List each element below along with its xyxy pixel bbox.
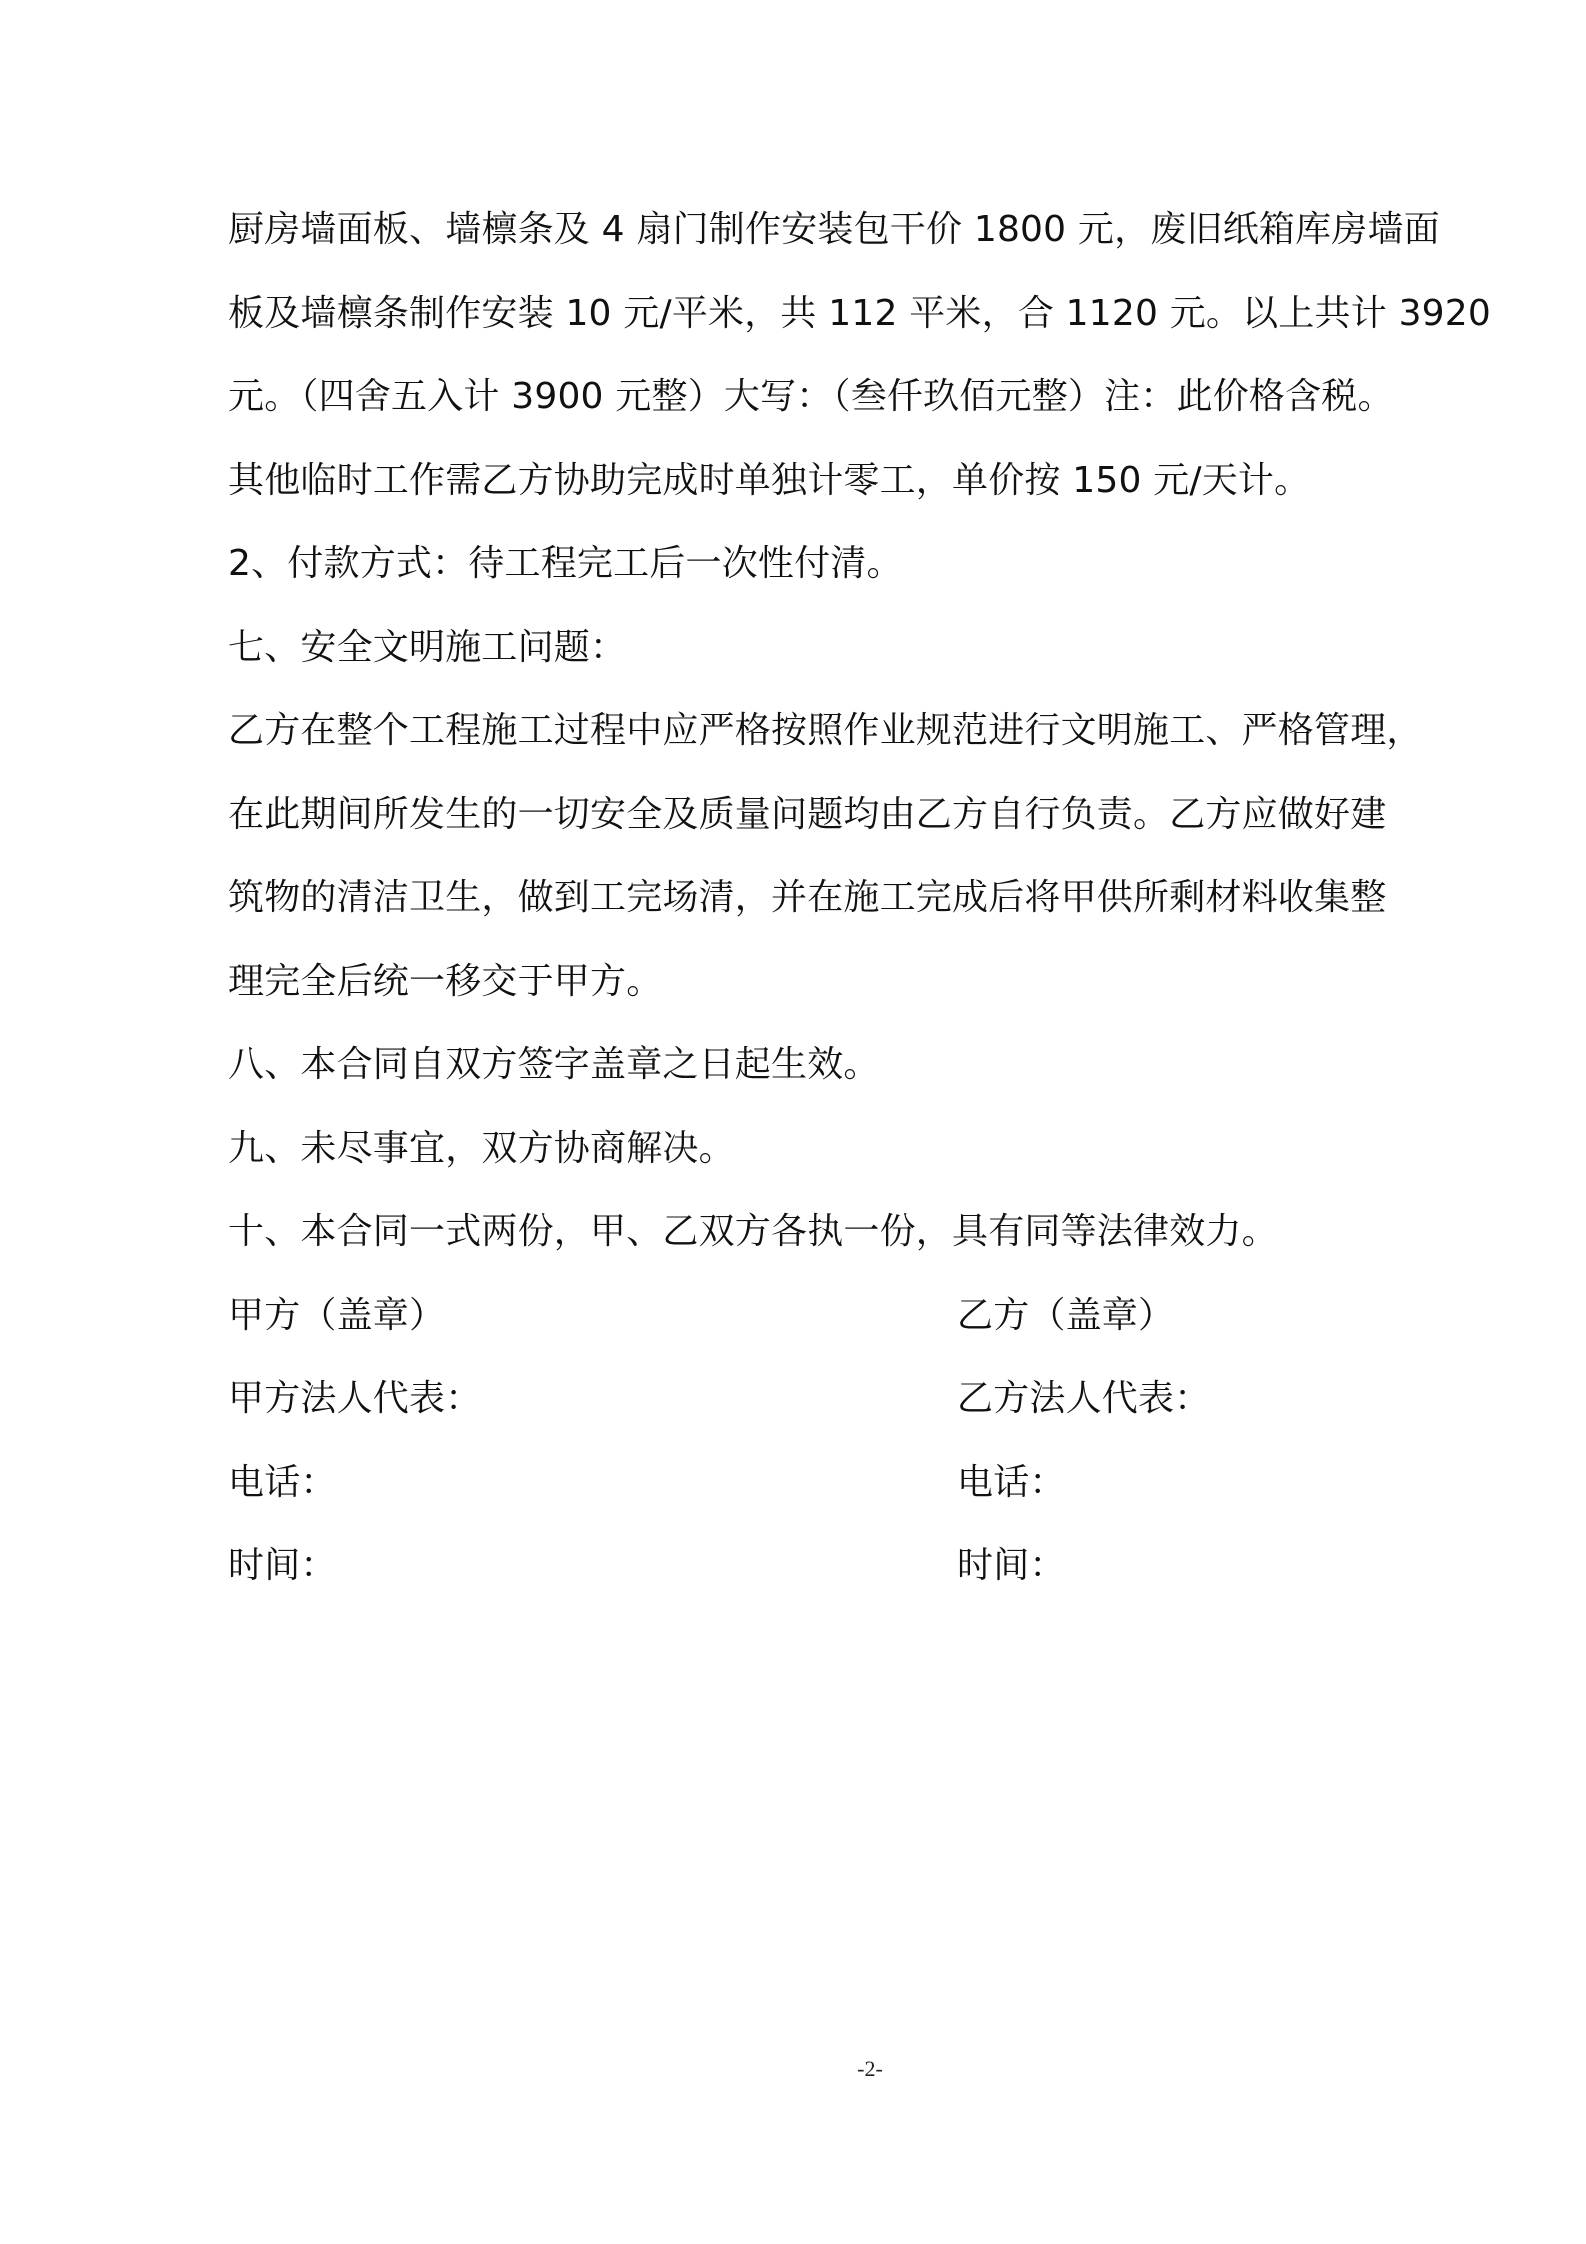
text-line: 厨房墙面板、墙檩条及 4 扇门制作安装包干价 1800 元，废旧纸箱库房墙面 (228, 209, 1440, 250)
text-line: 板及墙檩条制作安装 10 元/平米，共 112 平米，合 1120 元。以上共计 3920 (228, 292, 1491, 334)
signature-row-seal (228, 1274, 1448, 1358)
party-a-time: 时间： (228, 1545, 337, 1586)
signature-row-time (228, 1524, 1448, 1608)
text-line: 理完全后统一移交于甲方。 (228, 960, 663, 1002)
party-b-legal-rep: 乙方法人代表： (957, 1378, 1211, 1419)
text-line: 乙方在整个工程施工过程中应严格按照作业规范进行文明施工、严格管理， (228, 710, 1423, 751)
party-b-seal: 乙方（盖章） (957, 1294, 1175, 1336)
party-a-seal: 甲方（盖章） (228, 1294, 446, 1336)
section-heading-safety: 七、安全文明施工问题： (228, 626, 627, 668)
party-b-time: 时间： (957, 1545, 1066, 1586)
party-b-phone: 电话： (957, 1461, 1066, 1503)
text-line: 筑物的清洁卫生，做到工完场清，并在施工完成后将甲供所剩材料收集整 (228, 877, 1387, 918)
clause-copies: 十、本合同一式两份，甲、乙双方各执一份，具有同等法律效力。 (228, 1211, 1278, 1252)
clause-unresolved-matters: 九、未尽事宜，双方协商解决。 (228, 1127, 735, 1169)
text-line: 元。（四舍五入计 3900 元整）大写：（叁仟玖佰元整）注：此价格含税。 (228, 376, 1394, 417)
clause-effective: 八、本合同自双方签字盖章之日起生效。 (228, 1044, 880, 1085)
page-number: -2- (857, 2056, 883, 2081)
signature-row-legal-rep (228, 1357, 1448, 1441)
payment-terms-line: 2、付款方式：待工程完工后一次性付清。 (228, 543, 903, 584)
contract-body (228, 188, 1491, 1608)
party-a-legal-rep: 甲方法人代表： (228, 1378, 482, 1419)
party-a-phone: 电话： (228, 1461, 337, 1503)
text-line: 其他临时工作需乙方协助完成时单独计零工，单价按 150 元/天计。 (228, 459, 1311, 501)
text-line: 在此期间所发生的一切安全及质量问题均由乙方自行负责。乙方应做好建 (228, 793, 1387, 835)
signature-row-phone (228, 1441, 1448, 1525)
